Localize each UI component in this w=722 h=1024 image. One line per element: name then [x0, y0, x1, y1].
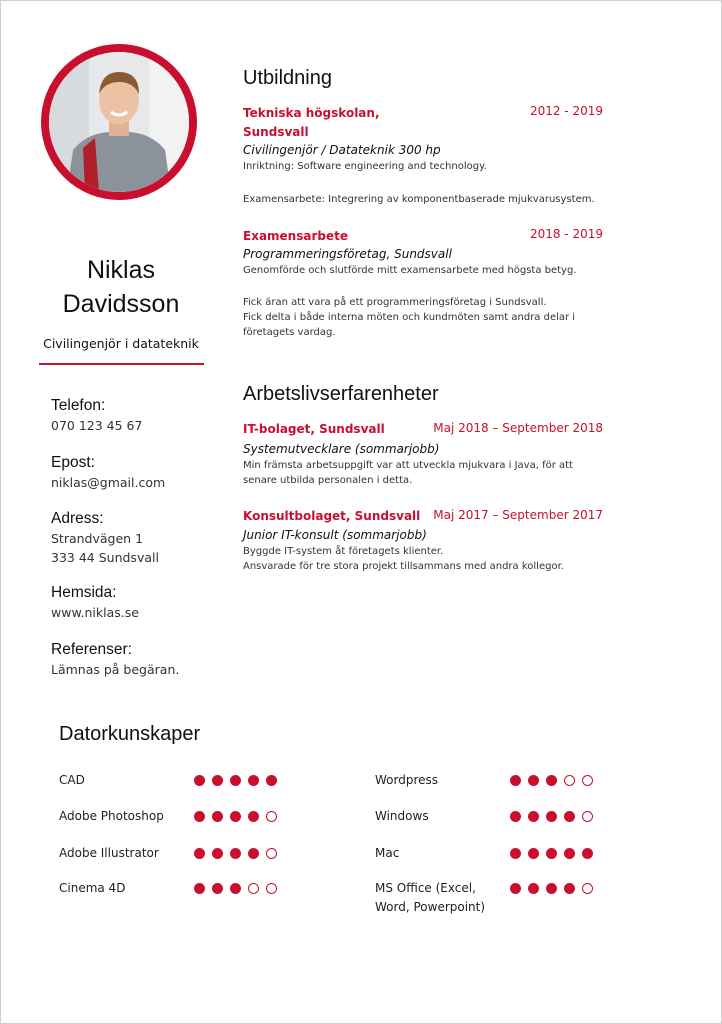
- skill-name: Windows: [375, 809, 429, 823]
- filled-dot-icon: [248, 775, 259, 786]
- experience-org: IT-bolaget, Sundsvall: [243, 422, 385, 436]
- empty-dot-icon: [248, 883, 259, 894]
- contact-label: Hemsida:: [51, 584, 117, 601]
- skill-rating: [194, 883, 277, 894]
- education-item-2: [243, 227, 603, 340]
- education-dates: 2012 - 2019: [529, 104, 603, 118]
- filled-dot-icon: [546, 811, 557, 822]
- skill-name: Cinema 4D: [59, 881, 126, 895]
- contact-email: [51, 453, 231, 492]
- education-heading: Utbildning: [243, 67, 332, 89]
- empty-dot-icon: [582, 811, 593, 822]
- skill-name: [375, 879, 485, 917]
- skill-name: CAD: [59, 773, 85, 787]
- education-role: Civilingenjör / Datateknik 300 hp: [243, 143, 441, 157]
- contact-phone: [51, 396, 231, 435]
- references-value: Lämnas på begäran.: [51, 662, 180, 677]
- email-value: niklas@gmail.com: [51, 475, 166, 490]
- filled-dot-icon: [528, 811, 539, 822]
- skill-name-line1: MS Office (Excel,: [375, 881, 476, 895]
- full-name: [25, 253, 217, 321]
- website-value: www.niklas.se: [51, 605, 139, 620]
- skill-rating: [510, 848, 593, 859]
- filled-dot-icon: [510, 848, 521, 859]
- last-name: Davidsson: [62, 290, 180, 318]
- education-text: Examensarbete: Integrering av komponentbaserade mjukvarusystem.: [243, 194, 595, 205]
- filled-dot-icon: [230, 775, 241, 786]
- profile-photo: [41, 44, 197, 200]
- experience-item-1: [243, 420, 603, 488]
- skill-name-line2: Word, Powerpoint): [375, 900, 486, 914]
- empty-dot-icon: [266, 848, 277, 859]
- skill-name: Wordpress: [375, 773, 439, 787]
- filled-dot-icon: [510, 775, 521, 786]
- filled-dot-icon: [266, 775, 277, 786]
- education-role: Programmeringsföretag, Sundsvall: [243, 247, 452, 261]
- contact-label: Epost:: [51, 454, 95, 471]
- contact-website: [51, 583, 231, 622]
- skill-rating: [194, 848, 277, 859]
- experience-role: Junior IT-konsult (sommarjobb): [243, 528, 427, 542]
- skill-rating: [510, 775, 593, 786]
- education-text: Genomförde och slutförde mitt examensarbete med högsta betyg.: [243, 265, 577, 276]
- education-text: företagets vardag.: [243, 327, 336, 338]
- phone-value: 070 123 45 67: [51, 418, 143, 433]
- filled-dot-icon: [230, 848, 241, 859]
- education-org: Examensarbete: [243, 229, 348, 243]
- filled-dot-icon: [230, 883, 241, 894]
- filled-dot-icon: [546, 883, 557, 894]
- address-line2: 333 44 Sundsvall: [51, 550, 159, 565]
- filled-dot-icon: [528, 883, 539, 894]
- empty-dot-icon: [582, 775, 593, 786]
- filled-dot-icon: [546, 775, 557, 786]
- skills-heading: Datorkunskaper: [59, 723, 201, 745]
- empty-dot-icon: [564, 775, 575, 786]
- education-item-1: [243, 104, 603, 207]
- skill-name: Mac: [375, 846, 400, 860]
- skill-rating: [194, 811, 277, 822]
- filled-dot-icon: [212, 811, 223, 822]
- empty-dot-icon: [266, 883, 277, 894]
- experience-text: senare utbilda personalen i detta.: [243, 475, 413, 486]
- filled-dot-icon: [528, 848, 539, 859]
- empty-dot-icon: [266, 811, 277, 822]
- filled-dot-icon: [248, 811, 259, 822]
- person-avatar-icon: [49, 52, 189, 192]
- experience-text: Ansvarade för tre stora projekt tillsammans med andra kollegor.: [243, 561, 564, 572]
- experience-dates: Maj 2017 – September 2017: [433, 508, 603, 522]
- contact-label: Adress:: [51, 510, 104, 527]
- divider: [39, 363, 204, 365]
- filled-dot-icon: [212, 775, 223, 786]
- contact-label: Telefon:: [51, 397, 106, 414]
- education-dates: 2018 - 2019: [529, 227, 603, 241]
- skill-name: Adobe Photoshop: [59, 809, 164, 823]
- first-name: Niklas: [86, 256, 156, 284]
- education-org-line2: Sundsvall: [243, 125, 309, 139]
- filled-dot-icon: [564, 848, 575, 859]
- address-line1: Strandvägen 1: [51, 531, 144, 546]
- contact-label: Referenser:: [51, 641, 132, 658]
- filled-dot-icon: [510, 811, 521, 822]
- filled-dot-icon: [546, 848, 557, 859]
- filled-dot-icon: [194, 848, 205, 859]
- education-org-line1: Tekniska högskolan,: [243, 106, 380, 120]
- experience-text: Byggde IT-system åt företagets klienter.: [243, 546, 444, 557]
- filled-dot-icon: [564, 883, 575, 894]
- experience-role: Systemutvecklare (sommarjobb): [243, 442, 440, 456]
- filled-dot-icon: [510, 883, 521, 894]
- filled-dot-icon: [248, 848, 259, 859]
- filled-dot-icon: [194, 883, 205, 894]
- filled-dot-icon: [564, 811, 575, 822]
- empty-dot-icon: [582, 883, 593, 894]
- experience-org: Konsultbolaget, Sundsvall: [243, 509, 421, 523]
- job-title: Civilingenjör i datateknik: [43, 336, 199, 351]
- filled-dot-icon: [528, 775, 539, 786]
- skill-rating: [194, 775, 277, 786]
- experience-item-2: [243, 507, 603, 574]
- filled-dot-icon: [212, 848, 223, 859]
- contact-address: [51, 509, 231, 567]
- education-text: Inriktning: Software engineering and technology.: [243, 161, 487, 172]
- filled-dot-icon: [230, 811, 241, 822]
- filled-dot-icon: [194, 775, 205, 786]
- skill-rating: [510, 811, 593, 822]
- education-text: Fick delta i både interna möten och kundmöten samt andra delar i: [243, 312, 576, 323]
- experience-dates: Maj 2018 – September 2018: [433, 421, 603, 435]
- filled-dot-icon: [212, 883, 223, 894]
- contact-references: [51, 640, 231, 679]
- education-text: Fick äran att vara på ett programmeringsföretag i Sundsvall.: [243, 297, 547, 308]
- filled-dot-icon: [582, 848, 593, 859]
- skill-rating: [510, 883, 593, 894]
- filled-dot-icon: [194, 811, 205, 822]
- experience-heading: Arbetslivserfarenheter: [243, 383, 439, 405]
- experience-text: Min främsta arbetsuppgift var att utveckla mjukvara i Java, för att: [243, 460, 573, 471]
- skill-name: Adobe Illustrator: [59, 846, 159, 860]
